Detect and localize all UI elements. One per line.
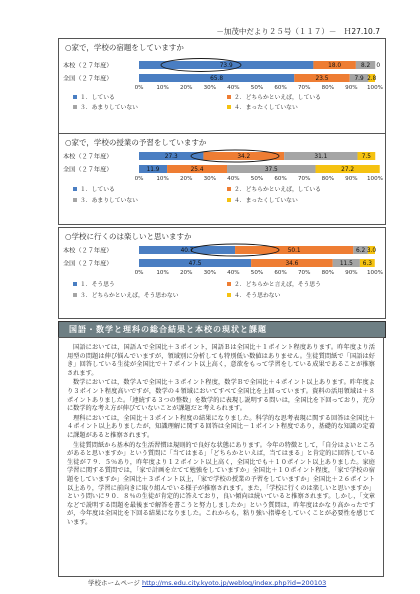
data-label: 25.4 [190, 167, 204, 174]
chart-panel-preparation [58, 133, 386, 225]
x-tick-label: 70% [297, 270, 311, 276]
data-label: 6.2 [355, 248, 366, 255]
legend-swatch [227, 198, 231, 202]
data-label: 6.3 [362, 261, 372, 268]
data-label: 0 [376, 63, 381, 70]
legend-swatch [73, 293, 77, 297]
paragraph-questionnaire: 生徒質問紙から基本的な生活習慣は規則的で良好な状態にあります。今年の特徴として，「自分はよいところがあると思いますか」という質問に「当てはまる」「どちらかといえば，当てはまる」と肯定的に回答している生徒が７９．５％あり，昨年度より１２ポイント以上高く，全国比でも＋１０ポイント以上ありました。家庭学習に関する質問では，「家で計画を立てて勉強をしていますか」全国比＋１０ポイント程度，「家で学校の宿題をしていますか」全国比＋３ポイント以上，「家で学校の授業の予習をしていますか」全国比＋２６ポイント以上あり，学習に前向きに取り組んでいる様子が推察されます。また，「学校に行くのは楽しいと思いますか」という問いに９０．８％の生徒が肯定的に答えており，良い傾向は続いていると推察されます。しかし，「文章などで説明する問題を最後まで解答を書こうと努力しましたか」という質問は，昨年度はかなり高かったですが，今年度は全国比を下回る結果になりました。これからも，粘り強い指導をしていくことが必要性を感じています。 [67, 441, 375, 526]
x-tick-label: 10% [156, 176, 169, 182]
x-tick-label: 10% [156, 85, 169, 91]
legend-swatch [73, 187, 77, 191]
footer [88, 578, 326, 587]
x-tick-label: 40% [227, 176, 240, 182]
header-text: －加茂中だより２５号（１１７）－ Ｈ27.10.7 [216, 27, 380, 36]
data-label: 23.5 [315, 76, 329, 83]
x-tick-label: 30% [203, 85, 217, 91]
category-label: 全国（２７年度） [63, 260, 113, 268]
category-label: 本校（２７年度） [63, 62, 113, 70]
chart-homework [59, 39, 385, 134]
x-tick-label: 50% [250, 176, 264, 182]
legend-swatch [227, 293, 231, 297]
category-label: 全国（２７年度） [63, 75, 113, 83]
x-tick-label: 60% [274, 85, 287, 91]
section-title-bar [58, 321, 386, 338]
x-tick-label: 0% [134, 176, 144, 182]
data-label: 11.9 [146, 167, 160, 174]
homepage-link[interactable]: http://ms.edu.city.kyoto.jp/weblog/index.php?id=200103 [141, 579, 327, 587]
x-tick-label: 70% [297, 176, 311, 182]
x-tick-label: 20% [179, 85, 193, 91]
data-label: 27.2 [341, 167, 355, 174]
chart-panel-homework [58, 38, 386, 135]
legend-swatch [227, 187, 231, 191]
x-tick-label: 80% [321, 270, 335, 276]
data-label: 8.2 [360, 63, 371, 70]
chart-title: ○家で，学校の宿題をしていますか [65, 43, 184, 52]
legend-swatch [227, 282, 231, 286]
x-tick-label: 40% [227, 85, 240, 91]
x-tick-label: 30% [203, 270, 217, 276]
x-tick-label: 40% [227, 270, 240, 276]
x-tick-label: 80% [321, 85, 335, 91]
chart-preparation [59, 134, 385, 224]
x-tick-label: 100% [367, 176, 383, 182]
x-tick-label: 70% [297, 85, 311, 91]
x-tick-label: 50% [250, 85, 264, 91]
legend-label: １．そう思う [80, 282, 115, 288]
paragraph-science: 理科においては，全国比＋３ポイント程度の結果になりました。科学的な思考表現に関する回答は全国比＋４ポイント以上ありましたが，知識理解に関する回答は全国比－１ポイント程度であり，基礎的な知識の定着に課題があると推察されます。 [67, 414, 375, 439]
legend-label: ２．どちらかと言えば，そう思う [234, 282, 321, 288]
legend-swatch [227, 95, 231, 99]
category-label: 本校（２７年度） [63, 153, 113, 161]
category-label: 全国（２７年度） [63, 166, 113, 174]
x-tick-label: 100% [367, 270, 383, 276]
legend-label: ３．あまりしていない [80, 105, 138, 111]
data-label: 7.5 [361, 154, 372, 161]
paragraph-math: 数学においては，数学Ａで全国比＋３ポイント程度，数学Ｂで全国比＋４ポイント以上あります。昨年度より３ポイント程度高いですが，数学の４領域においてすべて全国比を上回っています。資料の活用領域は＋８ポイントありました。「連続する３つの整数」を数学的に表現し説明する問いは，全国比を下回っており，充分に数学的な考え方が伸びていないことが課題だと考えられます。 [67, 379, 375, 413]
section-title: 国語・数学と理科の総合結果と本校の現状と課題 [69, 325, 267, 334]
report-body [58, 337, 384, 577]
data-label: 40.7 [180, 248, 194, 255]
legend-label: ３．どちらかといえば，そう思わない [80, 293, 179, 299]
category-label: 本校（２７年度） [63, 247, 113, 255]
data-label: 37.5 [264, 167, 278, 174]
data-label: 11.5 [339, 261, 353, 268]
data-label: 7.9 [354, 76, 364, 83]
paragraph-japanese: 国語においては，国語Ａで全国比＋３ポイント，国語Ｂは全国比＋１ポイント程度あります。昨年度より活用型の問題は伸び悩んでいますが，領域別に分析しても特別低い数値はありません。生徒質問紙で「国語は好き」回答している生徒が全国比で＋７ポイント以上高く，意欲をもって学習をしている成果であることが推察されます。 [67, 344, 375, 377]
x-tick-label: 30% [203, 176, 217, 182]
chart-title: ○学校に行くのは楽しいと思いますか [65, 232, 192, 241]
x-tick-label: 60% [274, 270, 287, 276]
legend-label: ３．あまりしていない [80, 198, 138, 204]
legend-label: ４．そう思わない [234, 293, 281, 299]
x-tick-label: 80% [321, 176, 335, 182]
data-label: 3.0 [366, 248, 377, 255]
legend-label: ４．まったくしていない [234, 198, 298, 204]
legend-label: ２．どちらかといえば，している [234, 187, 321, 193]
legend-label: １．している [80, 95, 115, 101]
data-label: 18.0 [328, 63, 342, 70]
data-label: 47.5 [188, 261, 202, 268]
chart-title: ○家で，学校の授業の予習をしていますか [65, 138, 207, 147]
homepage-label: 学校ホームページ [88, 579, 140, 587]
data-label: 73.9 [219, 63, 233, 70]
legend-swatch [73, 282, 77, 286]
data-label: 31.1 [314, 154, 328, 161]
newsletter-header [0, 26, 420, 38]
x-tick-label: 50% [250, 270, 264, 276]
legend-swatch [73, 105, 77, 109]
data-label: 34.2 [237, 154, 251, 161]
x-tick-label: 20% [179, 270, 193, 276]
x-tick-label: 100% [367, 85, 383, 91]
x-tick-label: 60% [274, 176, 287, 182]
legend-label: ２．どちらかといえば，している [234, 95, 321, 101]
legend-swatch [73, 95, 77, 99]
data-label: 27.3 [164, 154, 178, 161]
x-tick-label: 0% [134, 85, 144, 91]
legend-swatch [227, 105, 231, 109]
legend-swatch [73, 198, 77, 202]
legend-label: ４．まったくしていない [234, 105, 298, 111]
data-label: 65.8 [210, 76, 224, 83]
x-tick-label: 90% [345, 85, 358, 91]
x-tick-label: 0% [134, 270, 144, 276]
chart-school-fun [59, 228, 385, 318]
x-tick-label: 90% [345, 270, 358, 276]
data-label: 50.1 [287, 248, 301, 255]
legend-label: １．している [80, 187, 115, 193]
data-label: 34.6 [285, 261, 299, 268]
x-tick-label: 90% [345, 176, 358, 182]
data-label: 2.8 [367, 76, 377, 83]
x-tick-label: 20% [179, 176, 193, 182]
x-tick-label: 10% [156, 270, 169, 276]
chart-panel-school-fun [58, 227, 386, 319]
